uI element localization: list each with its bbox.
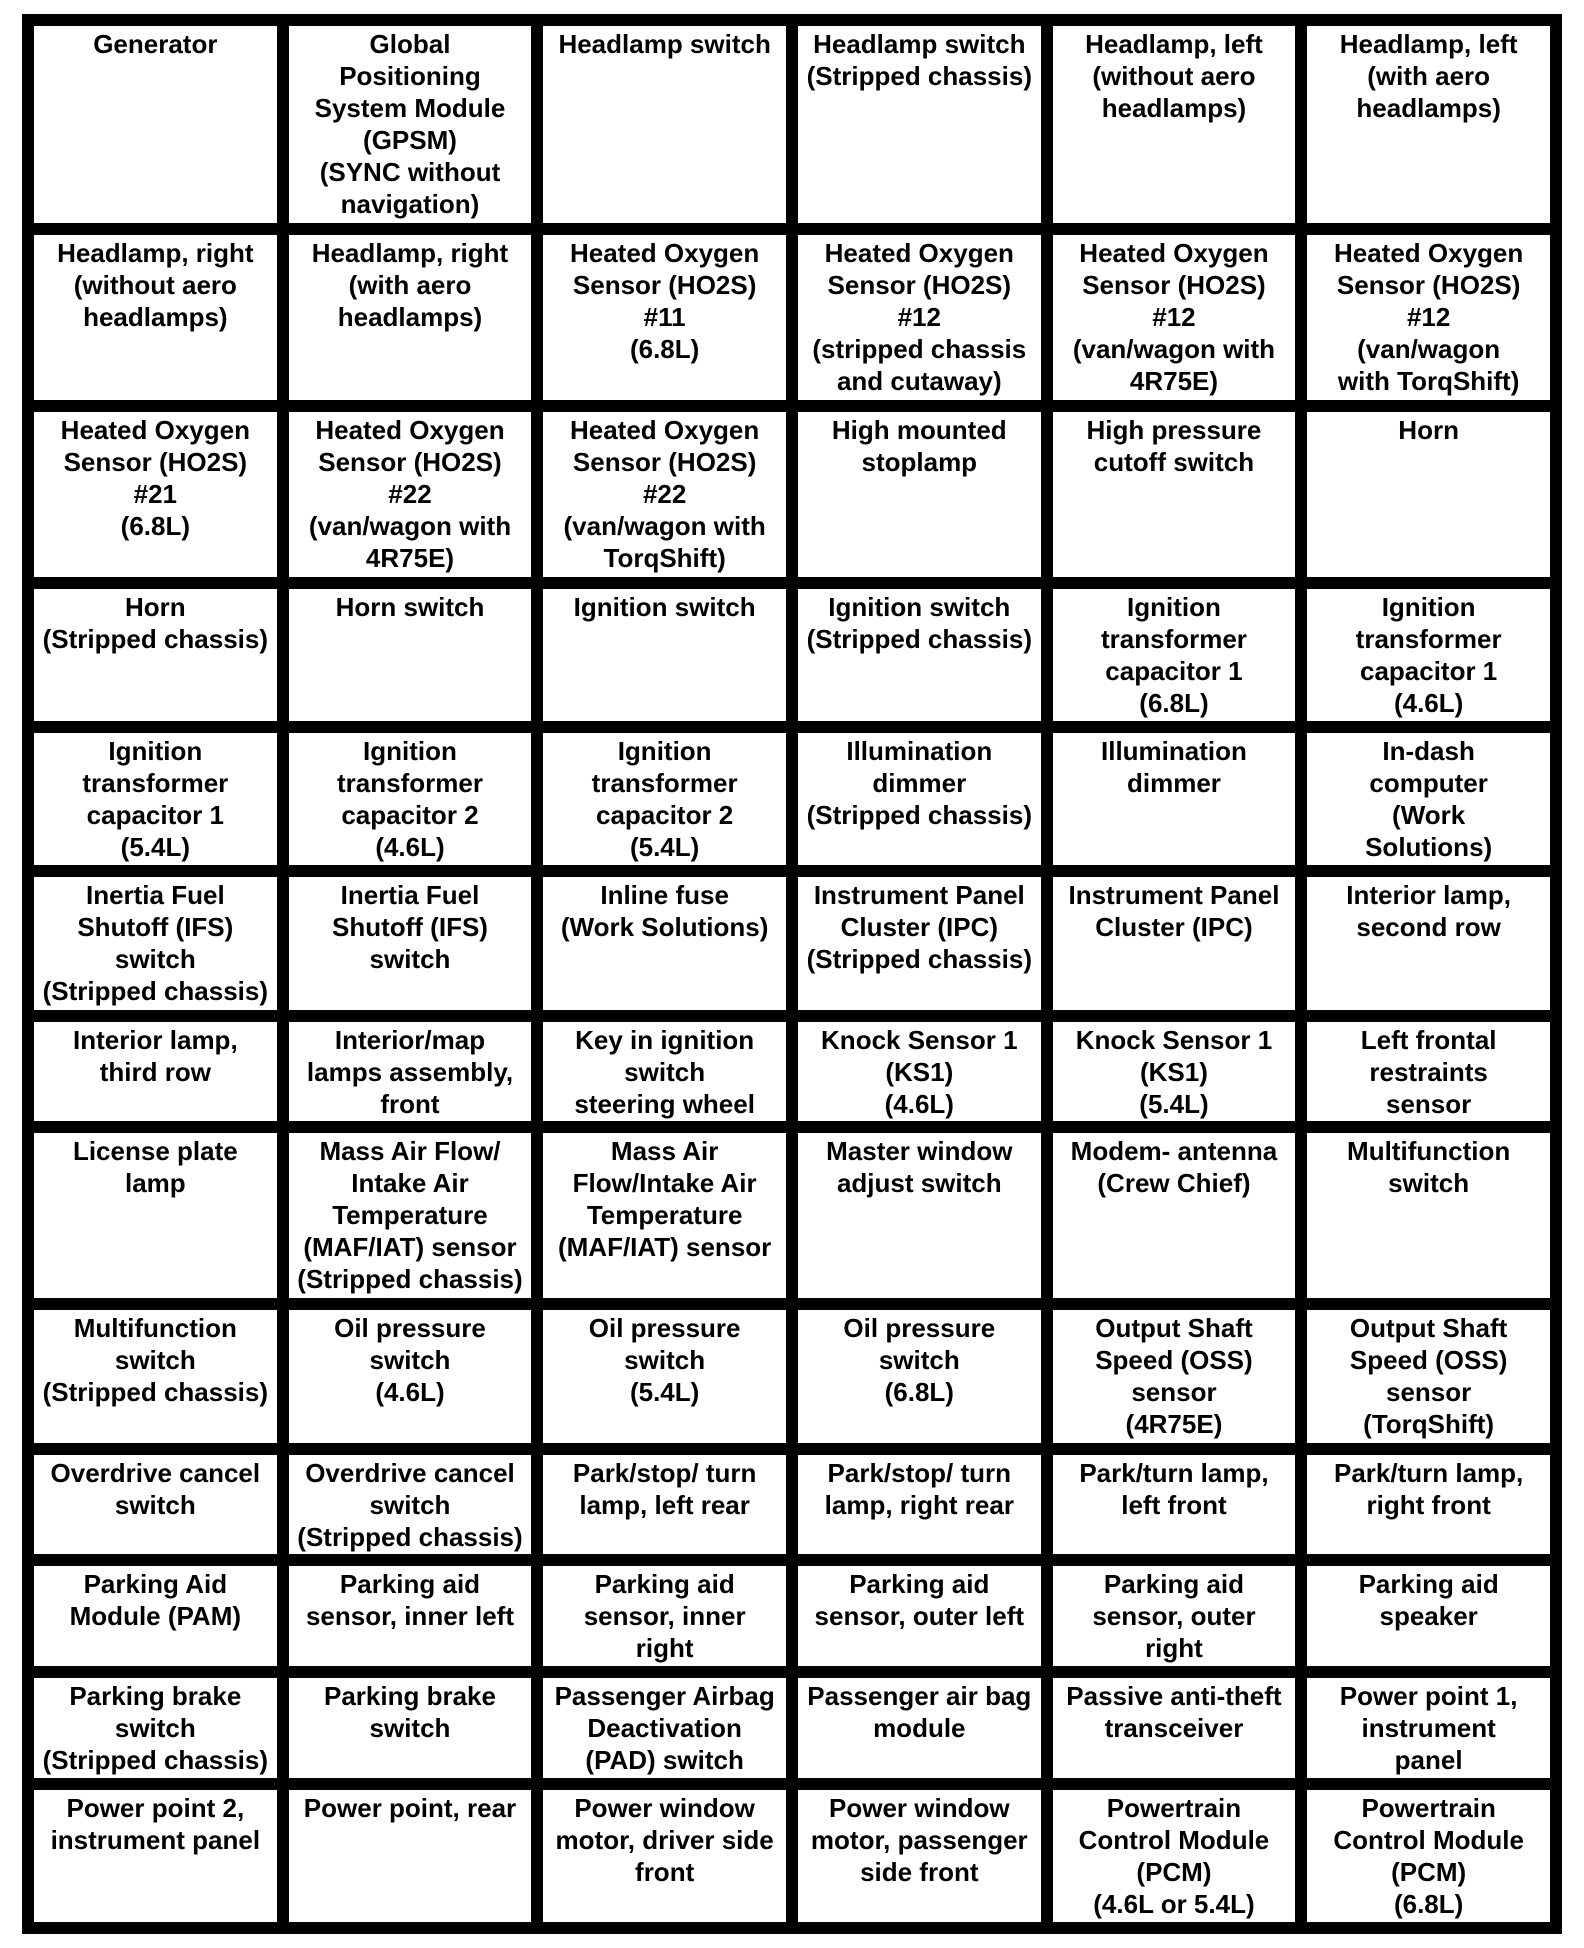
component-table-body <box>31 23 1553 1925</box>
table-cell: Overdrive cancel switch <box>31 1452 280 1558</box>
table-row <box>31 874 1553 1012</box>
table-cell: Output Shaft Speed (OSS) sensor (TorqShift) <box>1304 1307 1553 1445</box>
table-cell: Passenger Airbag Deactivation (PAD) switch <box>540 1675 789 1781</box>
table-row <box>31 1452 1553 1558</box>
table-cell: Parking Aid Module (PAM) <box>31 1563 280 1669</box>
table-cell: Interior lamp, second row <box>1304 874 1553 1012</box>
table-cell: Parking brake switch <box>286 1675 535 1781</box>
table-cell: Interior/map lamps assembly, front <box>286 1019 535 1125</box>
table-row <box>31 1130 1553 1301</box>
table-cell: Left frontal restraints sensor <box>1304 1019 1553 1125</box>
table-cell: Parking aid sensor, outer left <box>795 1563 1044 1669</box>
table-cell: Ignition transformer capacitor 1 (6.8L) <box>1050 586 1299 724</box>
table-cell: Power point 2, instrument panel <box>31 1787 280 1925</box>
table-cell: Parking aid sensor, inner right <box>540 1563 789 1669</box>
table-cell: Multifunction switch <box>1304 1130 1553 1301</box>
table-cell: Ignition switch <box>540 586 789 724</box>
table-cell: Parking brake switch (Stripped chassis) <box>31 1675 280 1781</box>
table-cell: Generator <box>31 23 280 226</box>
table-cell: Interior lamp, third row <box>31 1019 280 1125</box>
table-cell: Heated Oxygen Sensor (HO2S) #12 (stripped chassis and cutaway) <box>795 232 1044 403</box>
table-cell: Parking aid speaker <box>1304 1563 1553 1669</box>
table-cell: Ignition transformer capacitor 2 (4.6L) <box>286 730 535 868</box>
table-cell: Park/stop/ turn lamp, left rear <box>540 1452 789 1558</box>
table-cell: Oil pressure switch (4.6L) <box>286 1307 535 1445</box>
table-cell: Power point, rear <box>286 1787 535 1925</box>
table-cell: Ignition transformer capacitor 1 (4.6L) <box>1304 586 1553 724</box>
table-cell: Powertrain Control Module (PCM) (4.6L or 5.4L) <box>1050 1787 1299 1925</box>
table-cell: Heated Oxygen Sensor (HO2S) #11 (6.8L) <box>540 232 789 403</box>
table-cell: Horn <box>1304 409 1553 580</box>
table-cell: Multifunction switch (Stripped chassis) <box>31 1307 280 1445</box>
table-cell: Headlamp switch (Stripped chassis) <box>795 23 1044 226</box>
table-cell: Overdrive cancel switch (Stripped chassis) <box>286 1452 535 1558</box>
table-cell: Modem- antenna (Crew Chief) <box>1050 1130 1299 1301</box>
table-cell: Power point 1, instrument panel <box>1304 1675 1553 1781</box>
table-cell: Headlamp, left (without aero headlamps) <box>1050 23 1299 226</box>
table-row <box>31 409 1553 580</box>
table-cell: Passenger air bag module <box>795 1675 1044 1781</box>
table-cell: Headlamp, right (without aero headlamps) <box>31 232 280 403</box>
table-cell: Heated Oxygen Sensor (HO2S) #22 (van/wagon with 4R75E) <box>286 409 535 580</box>
table-cell: Heated Oxygen Sensor (HO2S) #12 (van/wagon with 4R75E) <box>1050 232 1299 403</box>
table-row <box>31 1563 1553 1669</box>
table-cell: Instrument Panel Cluster (IPC) <box>1050 874 1299 1012</box>
table-cell: Headlamp switch <box>540 23 789 226</box>
table-cell: Illumination dimmer (Stripped chassis) <box>795 730 1044 868</box>
table-cell: Master window adjust switch <box>795 1130 1044 1301</box>
table-cell: Horn (Stripped chassis) <box>31 586 280 724</box>
table-cell: Mass Air Flow/ Intake Air Temperature (MAF/IAT) sensor (Stripped chassis) <box>286 1130 535 1301</box>
table-cell: Passive anti-theft transceiver <box>1050 1675 1299 1781</box>
table-cell: Mass Air Flow/Intake Air Temperature (MAF/IAT) sensor <box>540 1130 789 1301</box>
table-cell: Heated Oxygen Sensor (HO2S) #21 (6.8L) <box>31 409 280 580</box>
table-row <box>31 1787 1553 1925</box>
table-cell: High mounted stoplamp <box>795 409 1044 580</box>
table-cell: License plate lamp <box>31 1130 280 1301</box>
table-cell: Park/turn lamp, left front <box>1050 1452 1299 1558</box>
table-cell: Horn switch <box>286 586 535 724</box>
table-cell: Power window motor, passenger side front <box>795 1787 1044 1925</box>
table-row <box>31 730 1553 868</box>
table-cell: Key in ignition switch steering wheel <box>540 1019 789 1125</box>
table-cell: Output Shaft Speed (OSS) sensor (4R75E) <box>1050 1307 1299 1445</box>
table-cell: Inertia Fuel Shutoff (IFS) switch <box>286 874 535 1012</box>
table-cell: Headlamp, right (with aero headlamps) <box>286 232 535 403</box>
table-cell: Ignition transformer capacitor 1 (5.4L) <box>31 730 280 868</box>
table-cell: Illumination dimmer <box>1050 730 1299 868</box>
table-cell: Global Positioning System Module (GPSM) (SYNC without navigation) <box>286 23 535 226</box>
table-row <box>31 1675 1553 1781</box>
table-cell: Inertia Fuel Shutoff (IFS) switch (Stripped chassis) <box>31 874 280 1012</box>
table-cell: Inline fuse (Work Solutions) <box>540 874 789 1012</box>
table-cell: Headlamp, left (with aero headlamps) <box>1304 23 1553 226</box>
table-row <box>31 586 1553 724</box>
table-cell: High pressure cutoff switch <box>1050 409 1299 580</box>
table-row <box>31 232 1553 403</box>
table-cell: Oil pressure switch (5.4L) <box>540 1307 789 1445</box>
table-cell: Park/turn lamp, right front <box>1304 1452 1553 1558</box>
table-cell: Power window motor, driver side front <box>540 1787 789 1925</box>
table-cell: Oil pressure switch (6.8L) <box>795 1307 1044 1445</box>
table-cell: Knock Sensor 1 (KS1) (5.4L) <box>1050 1019 1299 1125</box>
table-cell: Park/stop/ turn lamp, right rear <box>795 1452 1044 1558</box>
table-cell: In-dash computer (Work Solutions) <box>1304 730 1553 868</box>
table-cell: Ignition transformer capacitor 2 (5.4L) <box>540 730 789 868</box>
table-cell: Ignition switch (Stripped chassis) <box>795 586 1044 724</box>
table-cell: Parking aid sensor, outer right <box>1050 1563 1299 1669</box>
table-row <box>31 1019 1553 1125</box>
table-cell: Powertrain Control Module (PCM) (6.8L) <box>1304 1787 1553 1925</box>
table-cell: Heated Oxygen Sensor (HO2S) #12 (van/wagon with TorqShift) <box>1304 232 1553 403</box>
table-cell: Instrument Panel Cluster (IPC) (Stripped chassis) <box>795 874 1044 1012</box>
table-row <box>31 23 1553 226</box>
table-row <box>31 1307 1553 1445</box>
table-cell: Knock Sensor 1 (KS1) (4.6L) <box>795 1019 1044 1125</box>
table-cell: Heated Oxygen Sensor (HO2S) #22 (van/wagon with TorqShift) <box>540 409 789 580</box>
component-table <box>22 14 1562 1934</box>
table-cell: Parking aid sensor, inner left <box>286 1563 535 1669</box>
